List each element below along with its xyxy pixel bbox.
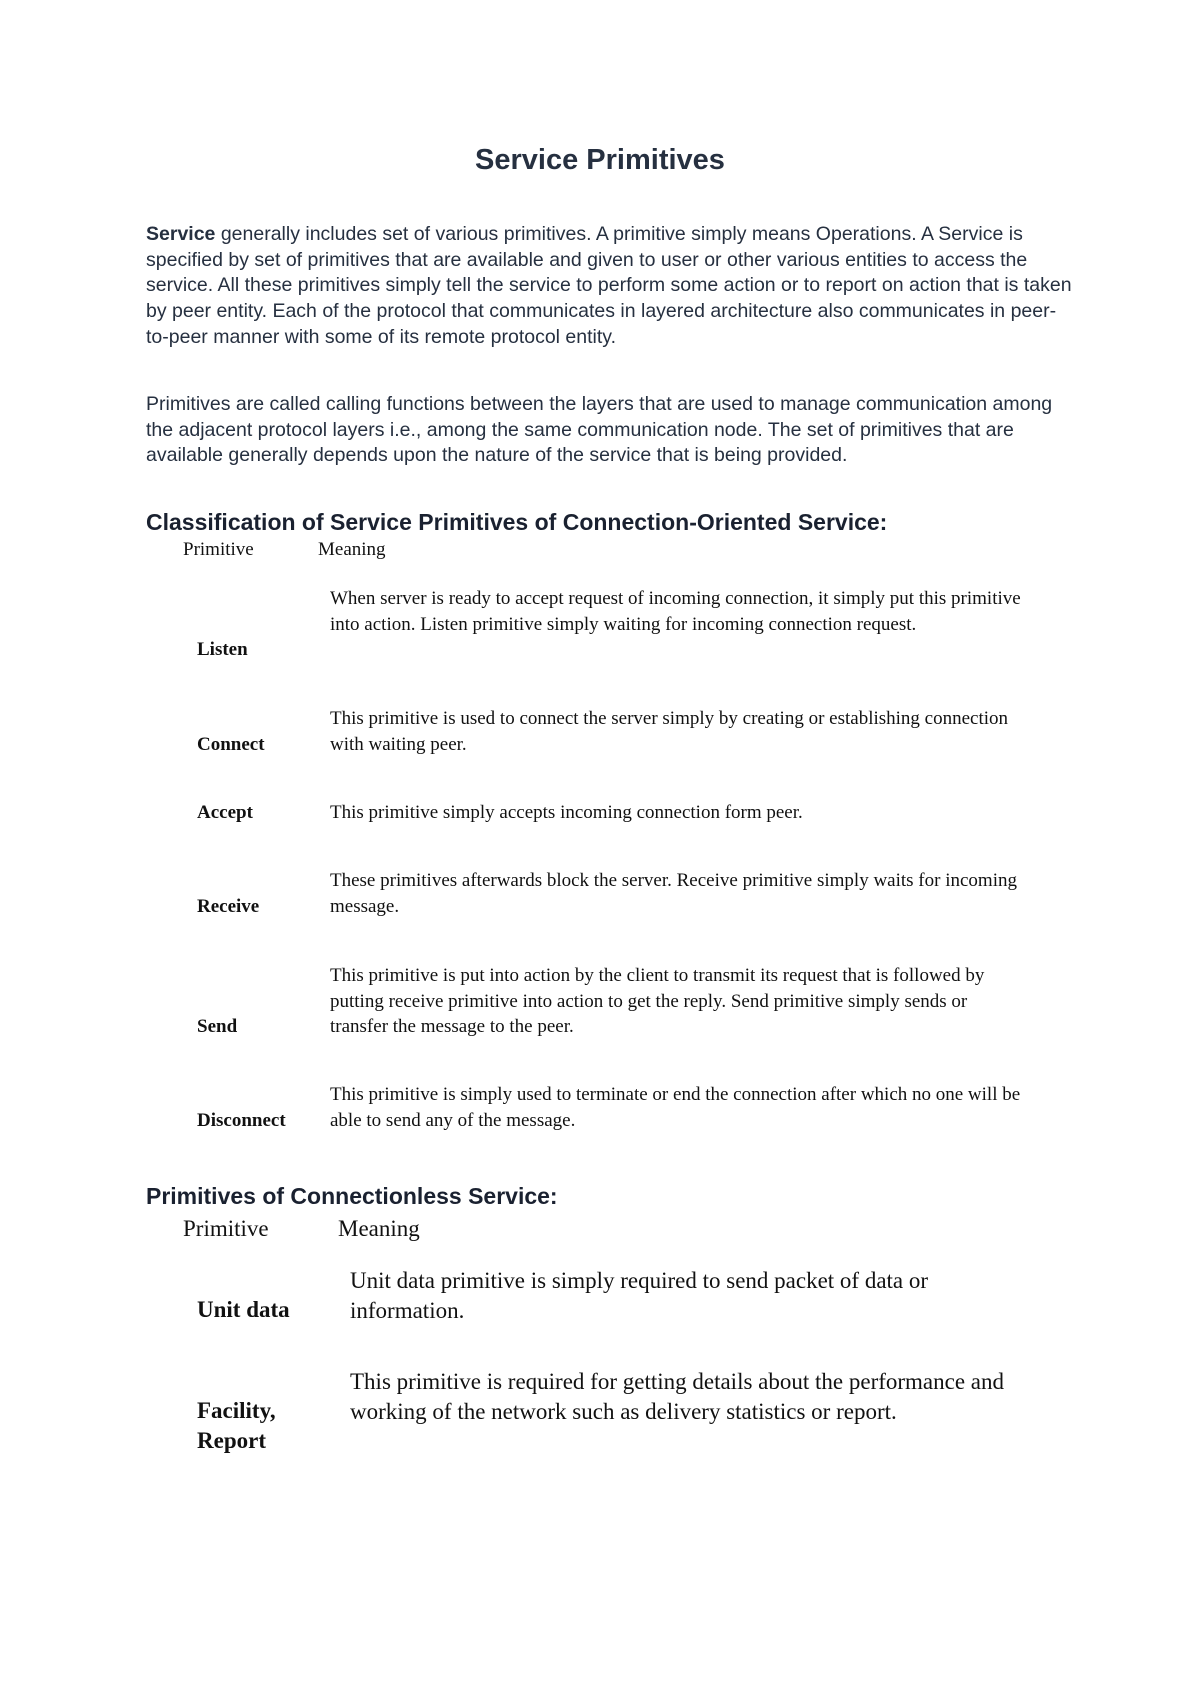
row-name-unit-data: Unit data — [197, 1297, 290, 1322]
connection-oriented-heading: Classification of Service Primitives of Connection-Oriented Service: — [146, 509, 888, 535]
page-title: Service Primitives — [475, 144, 725, 176]
row-meaning-disconnect: This primitive is simply used to terminate or end the connection after which no one will be able to send any of the message. — [330, 1084, 1021, 1131]
row-name-facility-report: Facility, Report — [197, 1398, 276, 1453]
intro-bold-term: Service — [146, 223, 216, 245]
row-meaning-receive: These primitives afterwards block the server. Receive primitive simply waits for incoming message. — [330, 870, 1017, 917]
row-name-send: Send — [197, 1016, 238, 1037]
row-name-disconnect: Disconnect — [197, 1110, 286, 1131]
column-header-meaning: Meaning — [338, 1216, 420, 1241]
column-header-primitive: Primitive — [183, 539, 254, 560]
column-header-primitive: Primitive — [183, 1216, 269, 1241]
row-meaning-connect: This primitive is used to connect the server simply by creating or establishing connection with waiting peer. — [330, 708, 1009, 755]
row-meaning-unit-data: Unit data primitive is simply required to send packet of data or information. — [350, 1268, 929, 1323]
row-meaning-listen: When server is ready to accept request of incoming connection, it simply put this primitive into action. Listen primitive simply waiting for incoming connection request. — [330, 588, 1021, 635]
row-meaning-send: This primitive is put into action by the client to transmit its request that is followed by putting receive primitive into action to get the reply. Send primitive simply sends or transfer the message to the peer. — [330, 965, 985, 1037]
second-paragraph: Primitives are called calling functions between the layers that are used to manage communication among the adjacent protocol layers i.e., among the same communication node. The set of primitives that are available generally depends upon the nature of the service that is being provided. — [146, 393, 1053, 467]
row-name-accept: Accept — [197, 802, 253, 823]
column-header-meaning: Meaning — [318, 539, 386, 560]
connectionless-heading: Primitives of Connectionless Service: — [146, 1183, 558, 1209]
intro-paragraph — [146, 222, 1076, 351]
row-meaning-facility-report: This primitive is required for getting details about the performance and working of the network such as delivery statistics or report. — [350, 1369, 1005, 1424]
row-name-listen: Listen — [197, 639, 248, 660]
row-meaning-accept: This primitive simply accepts incoming connection form peer. — [330, 802, 803, 823]
row-name-connect: Connect — [197, 734, 265, 755]
intro-text: generally includes set of various primitives. A primitive simply means Operations. A Service is specified by set of primitives that are available and given to user or other various entities to access the service. All these primitives simply tell the service to perform some action or to report on action that is taken by peer entity. Each of the protocol that communicates in layered architecture also communicates in peer-to-peer manner with some of its remote protocol entity. — [146, 223, 1072, 348]
row-name-receive: Receive — [197, 896, 260, 917]
